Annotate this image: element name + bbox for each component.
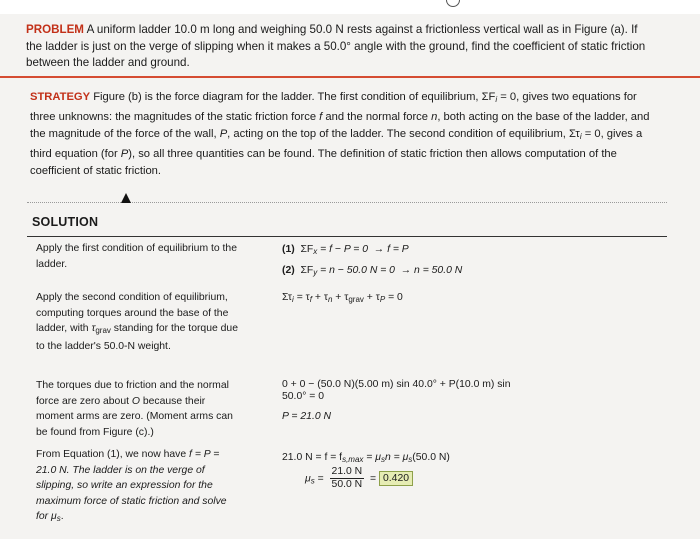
equation-2: (2) $\Sigma F_y = n - 50.0$ N = 0 → n = 50.0 N — [282, 265, 463, 277]
problem-label: PROBLEM — [26, 23, 84, 36]
equation-P-result: P = 21.0 N — [282, 411, 332, 422]
problem-statement — [26, 22, 656, 72]
step-4-text: From Equation (1), we now have f = P = 21.0 N. The ladder is on the verge of slipping, so write an expression for the maximum force of static friction and solve for $\mu_s$. — [36, 449, 227, 523]
strategy-paragraph: STRATEGY Figure (b) is the force diagram for the ladder. The first condition of equilibrium, $\Sigma F_i = 0$, gives two equations for three unknowns: the magnitudes of the static friction force f and the normal force n, both acting on the base of the ladder, and the magnitude of the force of the wall, P, acting on the top of the ladder. The second condition of equilibrium, $\Sigma\tau_i = 0$, gives a third equation (for P), so all three quantities can be found. The definition of static friction then allows computation of the coefficient of static friction. — [30, 91, 650, 177]
info-circle-icon[interactable] — [446, 0, 460, 7]
equation-torques-line2: 50.0° = 0 — [282, 391, 324, 402]
strategy-label: STRATEGY — [30, 91, 91, 103]
answer-box: 0.420 — [379, 471, 413, 486]
equation-mu-result: $\mu_s$ = $\frac{21.0 N}{50.0 N}$ = 0.420 — [305, 466, 413, 491]
solution-divider — [27, 236, 667, 237]
step-3-text: The torques due to friction and the normal force are zero about O because their moment arms are zero. (Moment arms can be found from Figure (c).) — [36, 380, 233, 438]
mu-fraction: $\frac{21.0 N}{50.0 N}$ — [331, 466, 363, 490]
top-bar — [0, 0, 700, 13]
step-2-text: Apply the second condition of equilibrium, computing torques around the base of the ladder, with $\tau_{grav}$ standing for the torque due to the ladder's 50.0-N weight. — [36, 292, 238, 352]
equation-1: (1) $\Sigma F_x = f - P = 0 \to f = P$ — [282, 244, 409, 256]
mouse-cursor-icon — [121, 193, 131, 203]
section-divider — [0, 76, 700, 78]
step-1-text: Apply the first condition of equilibrium to the ladder. — [36, 243, 237, 270]
equation-torque-sum: $\Sigma\tau_i = \tau_f + \tau_n + \tau_{grav} + \tau_P = 0$ — [282, 292, 403, 304]
equation-friction-max: 21.0 $N = f = f_{s,max} = \mu_sn = \mu_s(50.0$ N) — [282, 452, 450, 464]
equation-torques-line1: 0 + 0 − (50.0 N)(5.00 m) sin 40.0° + P(10.0 m) sin — [282, 379, 511, 390]
solution-heading: SOLUTION — [32, 215, 99, 229]
problem-text: A uniform ladder 10.0 m long and weighing 50.0 N rests against a frictionless vertical wall as in Figure (a). If the ladder is just on the verge of slipping when it makes a 50.0° angle with the ground, find the coefficient of static friction between the ladder and ground. — [26, 23, 646, 69]
